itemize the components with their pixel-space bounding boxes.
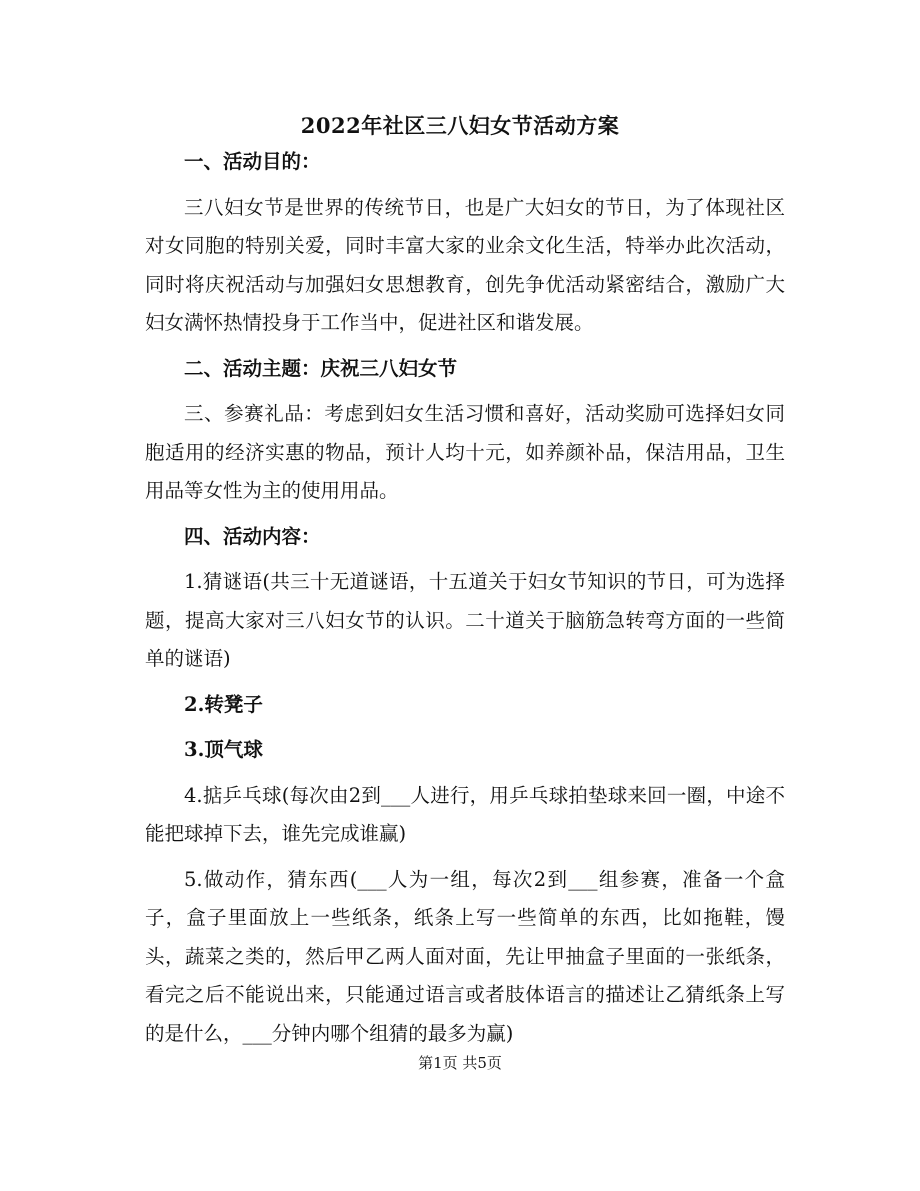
section-heading-theme: 二、活动主题：庆祝三八妇女节 [184, 356, 458, 380]
section-heading-purpose: 一、活动目的： [184, 150, 321, 173]
activity-item-balloon: 3.顶气球 [184, 738, 263, 761]
page-number-footer: 第1页 共5页 [418, 1054, 502, 1072]
activity-item-charades: 5.做动作，猜东西(___人为一组，每次2到___组参赛，准备一个盒子，盒子里面放上一些纸条，纸条上写一些简单的东西，比如拖鞋，馒头，蔬菜之类的，然后甲乙两人面对面，先让甲抽盒子里面的一张纸条，看完之后不能说出来，只能通过语言或者肢体语言的描述让乙猜纸条上写的是什么，___分钟内哪个组猜的最多为赢) [145, 867, 785, 1045]
document-body [145, 143, 785, 1060]
section-heading-content: 四、活动内容： [184, 524, 321, 548]
purpose-paragraph: 三八妇女节是世界的传统节日，也是广大妇女的节日，为了体现社区对女同胞的特别关爱，同时丰富大家的业余文化生活，特举办此次活动，同时将庆祝活动与加强妇女思想教育，创先争优活动紧密结合，激励广大妇女满怀热情投身于工作当中，促进社区和谐发展。 [145, 195, 785, 334]
activity-item-pingpong: 4.掂乒乓球(每次由2到___人进行，用乒乓球拍垫球来回一圈，中途不能把球掉下去，谁先完成谁赢) [145, 783, 785, 845]
document-title: 2022年社区三八妇女节活动方案 [300, 113, 620, 138]
prizes-paragraph: 三、参赛礼品：考虑到妇女生活习惯和喜好，活动奖励可选择妇女同胞适用的经济实惠的物品，预计人均十元，如养颜补品，保洁用品，卫生用品等女性为主的使用用品。 [145, 402, 785, 502]
activity-item-riddles: 1.猜谜语(共三十无道谜语，十五道关于妇女节知识的节日，可为选择题，提高大家对三八妇女节的认识。二十道关于脑筋急转弯方面的一些简单的谜语) [145, 570, 785, 670]
activity-item-stools: 2.转凳子 [184, 692, 263, 716]
